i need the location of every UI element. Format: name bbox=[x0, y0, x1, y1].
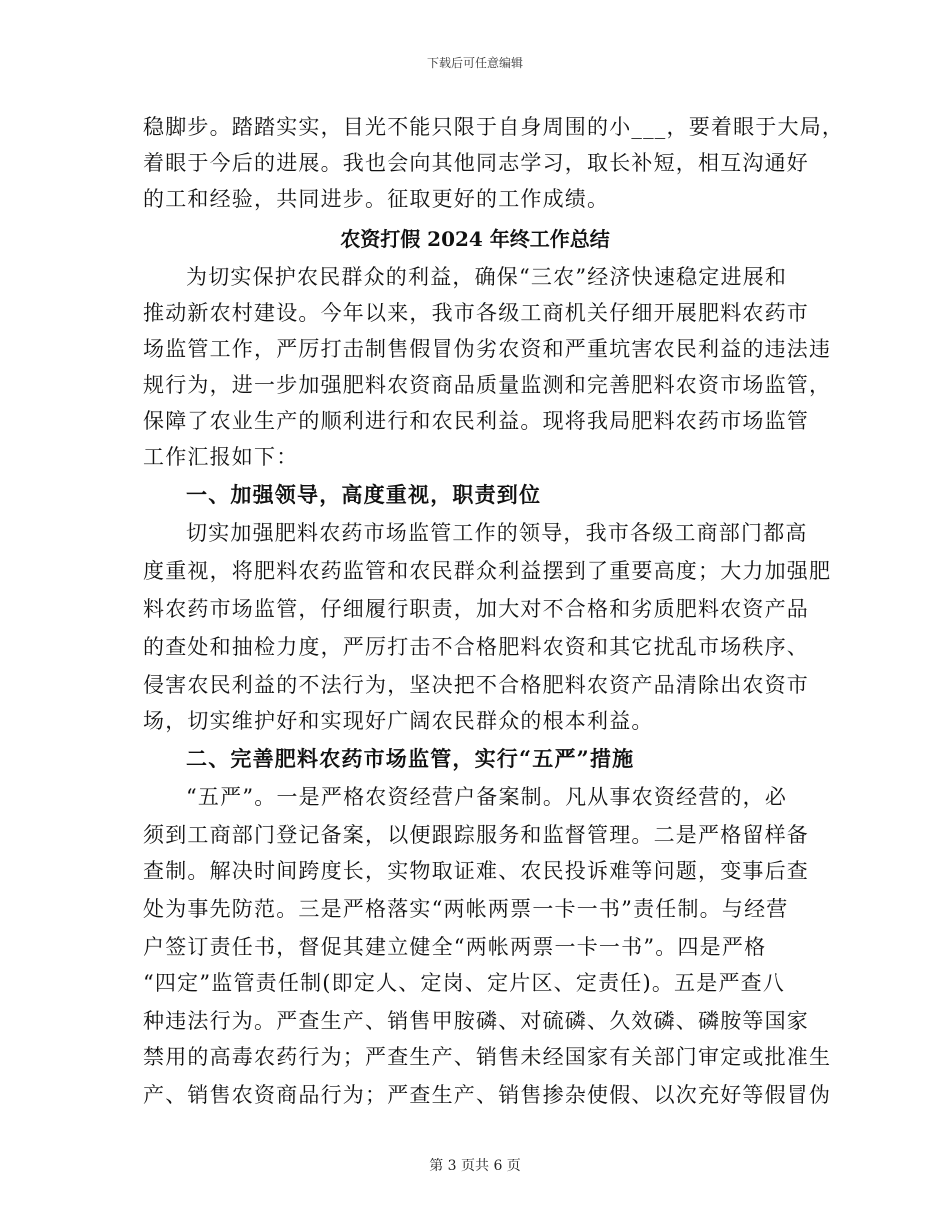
body-line: “五严”。一是严格农资经营户备案制。凡从事农资经营的，必 bbox=[186, 785, 788, 809]
body-line: “四定”监管责任制(即定人、定岗、定片区、定责任)。五是严查八 bbox=[143, 971, 786, 995]
body-line: 须到工商部门登记备案，以便跟踪服务和监督管理。二是严格留样备 bbox=[143, 823, 809, 847]
body-line: 推动新农村建设。今年以来，我市各级工商机关仔细开展肥料农药市 bbox=[143, 301, 809, 325]
body-line: 种违法行为。严查生产、销售甲胺磷、对硫磷、久效磷、磷胺等国家 bbox=[143, 1009, 809, 1033]
body-line: 为切实保护农民群众的利益，确保“三农”经济快速稳定进展和 bbox=[186, 265, 788, 289]
body-line: 度重视，将肥料农药监管和农民群众利益摆到了重要高度；大力加强肥 bbox=[143, 559, 832, 583]
body-line: 的查处和抽检力度，严厉打击不合格肥料农资和其它扰乱市场秩序、 bbox=[143, 635, 809, 659]
section-heading: 二、完善肥料农药市场监管，实行“五严”措施 bbox=[186, 746, 635, 771]
body-line: 的工和经验，共同进步。征取更好的工作成绩。 bbox=[143, 187, 610, 211]
body-line: 料农药市场监管，仔细履行职责，加大对不合格和劣质肥料农资产品 bbox=[143, 597, 809, 621]
body-line: 产、销售农资商品行为；严查生产、销售掺杂使假、以次充好等假冒伪 bbox=[143, 1083, 832, 1107]
body-line: 切实加强肥料农药市场监管工作的领导，我市各级工商部门都高 bbox=[186, 521, 808, 545]
body-line: 禁用的高毒农药行为；严查生产、销售未经国家有关部门审定或批准生 bbox=[143, 1045, 832, 1069]
body-line: 着眼于今后的进展。我也会向其他同志学习，取长补短，相互沟通好 bbox=[143, 151, 809, 175]
body-line: 规行为，进一步加强肥料农资商品质量监测和完善肥料农资市场监管， bbox=[143, 373, 832, 397]
body-line: 稳脚步。踏踏实实，目光不能只限于自身周围的小___，要着眼于大局， bbox=[143, 115, 845, 139]
body-line: 户签订责任书，督促其建立健全“两帐两票一卡一书”。四是严格 bbox=[143, 935, 767, 959]
body-line: 处为事先防范。三是严格落实“两帐两票一卡一书”责任制。与经营 bbox=[143, 897, 789, 921]
page-footer: 第 3 页共 6 页 bbox=[429, 1158, 521, 1174]
body-line: 侵害农民利益的不法行为，坚决把不合格肥料农资产品清除出农资市 bbox=[143, 673, 809, 697]
page-header: 下载后可任意编辑 bbox=[426, 56, 523, 70]
body-line: 保障了农业生产的顺利进行和农民利益。现将我局肥料农药市场监管 bbox=[143, 409, 809, 433]
section-heading: 一、加强领导，高度重视，职责到位 bbox=[186, 482, 542, 507]
body-line: 工作汇报如下： bbox=[143, 445, 299, 469]
document-title: 农资打假 2024 年终工作总结 bbox=[340, 227, 610, 251]
body-line: 场监管工作，严厉打击制售假冒伪劣农资和严重坑害农民利益的违法违 bbox=[143, 337, 832, 361]
body-line: 查制。解决时间跨度长，实物取证难、农民投诉难等问题，变事后查 bbox=[143, 859, 809, 883]
body-line: 场，切实维护好和实现好广阔农民群众的根本利益。 bbox=[143, 709, 654, 733]
